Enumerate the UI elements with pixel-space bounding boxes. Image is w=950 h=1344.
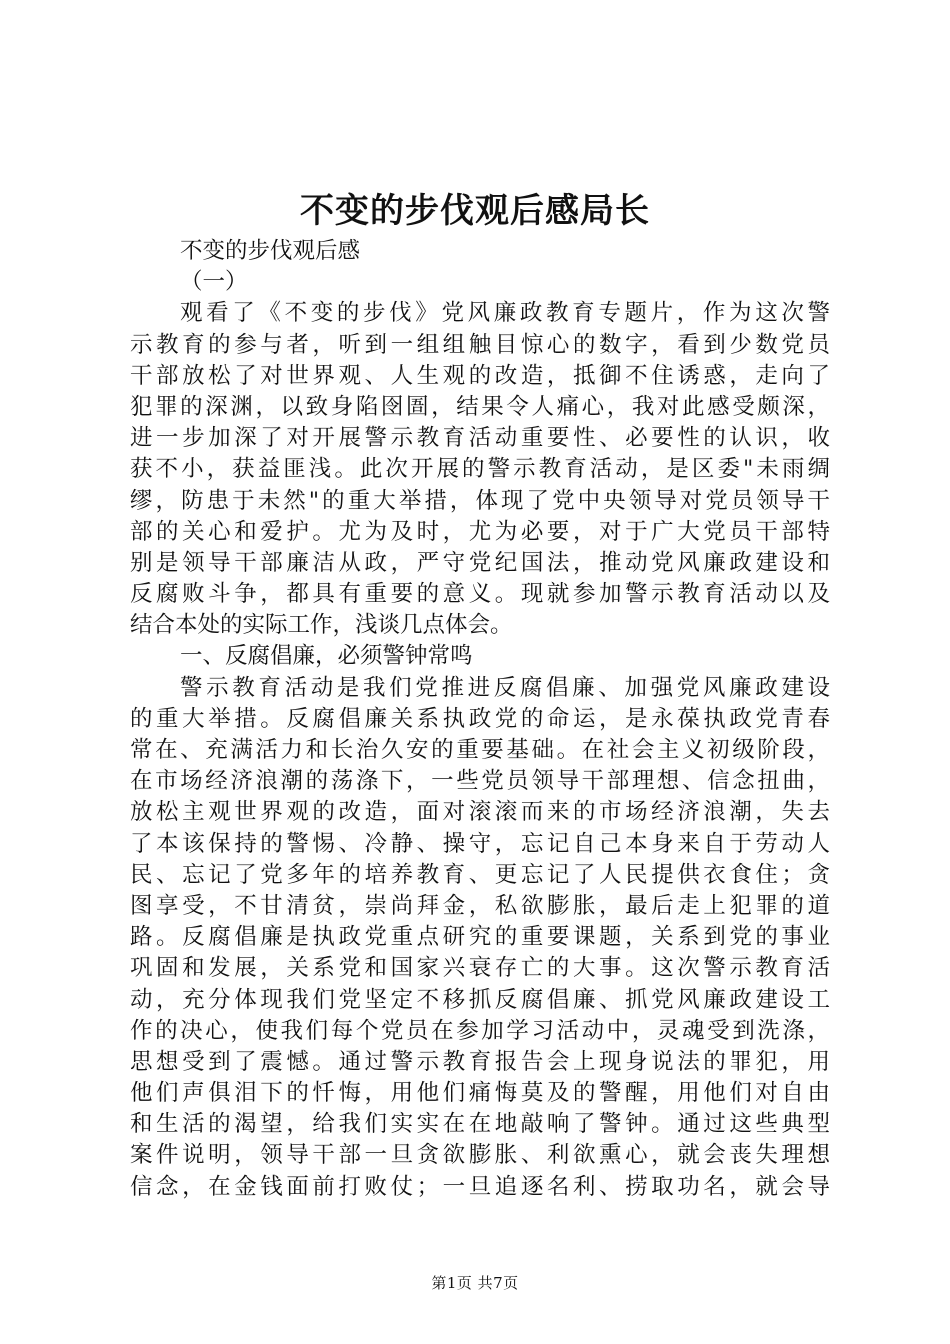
text-line: 思想受到了震憾。通过警示教育报告会上现身说法的罪犯，用 <box>130 1048 830 1075</box>
text-line: 观看了《不变的步伐》党风廉政教育专题片，作为这次警 <box>180 300 830 327</box>
text-line: 常在、充满活力和长治久安的重要基础。在社会主义初级阶段， <box>130 737 830 763</box>
text-line: 一、反腐倡廉，必须警钟常鸣 <box>180 643 473 670</box>
text-line: 警示教育活动是我们党推进反腐倡廉、加强党风廉政建设 <box>180 674 830 701</box>
text-line: 进一步加深了对开展警示教育活动重要性、必要性的认识，收 <box>130 425 830 452</box>
text-line: 犯罪的深渊，以致身陷囹圄，结果令人痛心，我对此感受颇深， <box>130 393 830 420</box>
text-line: 和生活的渴望，给我们实实在在地敲响了警钟。通过这些典型 <box>130 1111 830 1138</box>
text-line: 巩固和发展，关系党和国家兴衰存亡的大事。这次警示教育活 <box>130 955 830 982</box>
text-line: 结合本处的实际工作，浅谈几点体会。 <box>130 612 513 639</box>
text-line: 在市场经济浪潮的荡涤下，一些党员领导干部理想、信念扭曲， <box>130 768 830 795</box>
text-line: 案件说明，领导干部一旦贪欲膨胀、利欲熏心，就会丧失理想 <box>130 1142 830 1169</box>
text-line: 信念，在金钱面前打败仗；一旦追逐名利、捞取功名，就会导 <box>130 1173 830 1200</box>
text-line: 放松主观世界观的改造，面对滚滚而来的市场经济浪潮，失去 <box>130 799 830 826</box>
text-line: 了本该保持的警惕、冷静、操守，忘记自己本身来自于劳动人 <box>130 830 830 857</box>
text-line: 部的关心和爱护。尤为及时，尤为必要，对于广大党员干部特 <box>130 518 830 545</box>
text-line: 示教育的参与者，听到一组组触目惊心的数字，看到少数党员 <box>130 331 830 358</box>
text-line: 图享受，不甘清贫，崇尚拜金，私欲膨胀，最后走上犯罪的道 <box>130 892 830 919</box>
text-line: 反腐败斗争，都具有重要的意义。现就参加警示教育活动以及 <box>130 581 830 608</box>
text-line: 缪，防患于未然"的重大举措，体现了党中央领导对党员领导干 <box>130 487 830 514</box>
text-line: 干部放松了对世界观、人生观的改造，抵御不住诱惑，走向了 <box>130 362 830 389</box>
text-line: 他们声俱泪下的忏悔，用他们痛悔莫及的警醒，用他们对自由 <box>130 1080 830 1107</box>
document-title: 不变的步伐观后感局长 <box>300 191 650 231</box>
text-line: （一） <box>180 269 248 296</box>
text-line: 的重大举措。反腐倡廉关系执政党的命运，是永葆执政党青春 <box>130 705 830 732</box>
text-line: 路。反腐倡廉是执政党重点研究的重要课题，关系到党的事业 <box>130 924 830 951</box>
text-line: 不变的步伐观后感 <box>180 238 361 264</box>
page-footer: 第1页 共7页 <box>431 1274 519 1292</box>
document-body <box>130 236 830 1203</box>
text-line: 作的决心，使我们每个党员在参加学习活动中，灵魂受到洗涤， <box>130 1017 830 1044</box>
text-line: 动，充分体现我们党坚定不移抓反腐倡廉、抓党风廉政建设工 <box>130 986 830 1013</box>
text-line: 民、忘记了党多年的培养教育、更忘记了人民提供衣食住；贪 <box>130 861 830 888</box>
text-line: 别是领导干部廉洁从政，严守党纪国法，推动党风廉政建设和 <box>130 549 830 576</box>
text-line: 获不小，获益匪浅。此次开展的警示教育活动，是区委"未雨绸 <box>130 456 830 483</box>
